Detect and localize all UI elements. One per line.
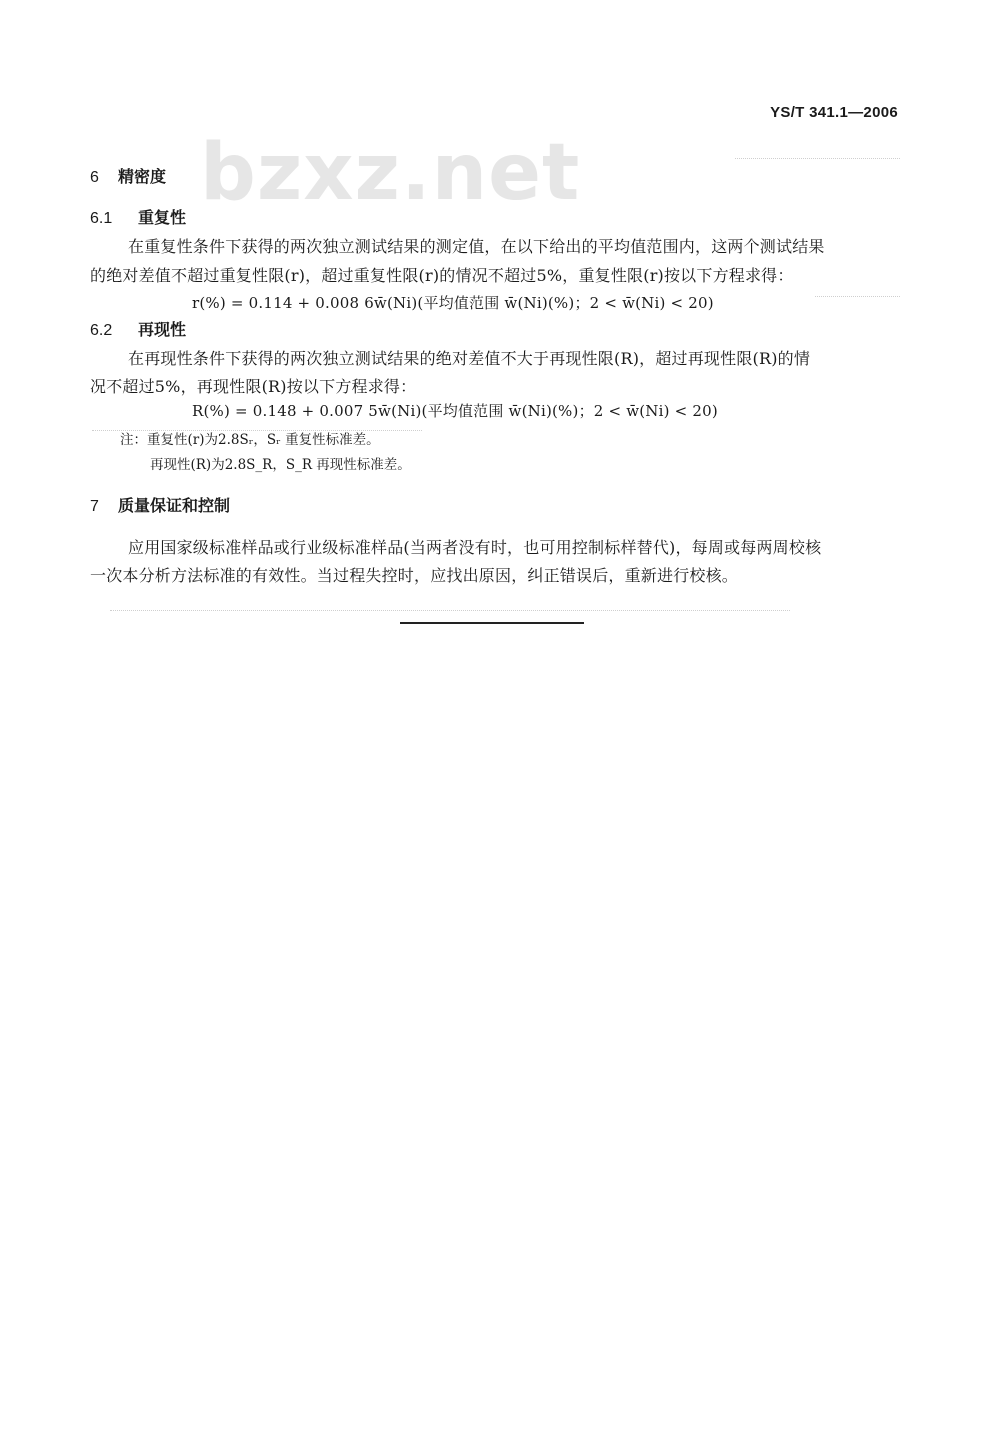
note-line: 注：重复性(r)为2.8Sᵣ，Sᵣ 重复性标准差。 [120, 432, 380, 448]
formula-reproducibility: R(%) = 0.148 + 0.007 5w̄(Ni)(平均值范围 w̄(Ni)(%)；2 < w̄(Ni) < 20) [192, 402, 718, 420]
note-line: 再现性(R)为2.8S_R，S_R 再现性标准差。 [150, 457, 411, 473]
section-title: 再现性 [138, 320, 187, 339]
scan-noise [735, 158, 900, 159]
section-title: 精密度 [118, 167, 167, 186]
section-6-heading [90, 164, 166, 187]
paragraph-line: 的绝对差值不超过重复性限(r)，超过重复性限(r)的情况不超过5%，重复性限(r)按以下方程求得： [90, 266, 794, 285]
paragraph-line: 应用国家级标准样品或行业级标准样品(当两者没有时，也可用控制标样替代)，每周或每两周校核 [128, 538, 822, 557]
section-title: 重复性 [138, 208, 187, 227]
section-title: 质量保证和控制 [118, 496, 231, 515]
standard-number: YS/T 341.1—2006 [770, 104, 898, 121]
section-number: 6 [90, 169, 99, 186]
end-rule [400, 622, 584, 624]
paragraph-line: 在重复性条件下获得的两次独立测试结果的测定值，在以下给出的平均值范围内，这两个测试结果 [128, 237, 825, 256]
section-7-heading [90, 493, 230, 516]
paragraph-line: 况不超过5%，再现性限(R)按以下方程求得： [90, 377, 417, 396]
section-number: 6.2 [90, 322, 113, 339]
scan-noise [815, 296, 900, 297]
section-number: 6.1 [90, 210, 113, 227]
section-6-2-heading [90, 317, 186, 340]
section-6-1-heading [90, 205, 186, 228]
watermark: bzxz.net [200, 128, 581, 218]
scan-noise [110, 610, 790, 611]
paragraph-line: 一次本分析方法标准的有效性。当过程失控时，应找出原因，纠正错误后，重新进行校核。 [90, 566, 739, 585]
formula-repeatability: r(%) = 0.114 + 0.008 6w̄(Ni)(平均值范围 w̄(Ni)(%)；2 < w̄(Ni) < 20) [192, 294, 714, 312]
paragraph-line: 在再现性条件下获得的两次独立测试结果的绝对差值不大于再现性限(R)，超过再现性限(R)的情 [128, 349, 811, 368]
section-number: 7 [90, 498, 99, 515]
